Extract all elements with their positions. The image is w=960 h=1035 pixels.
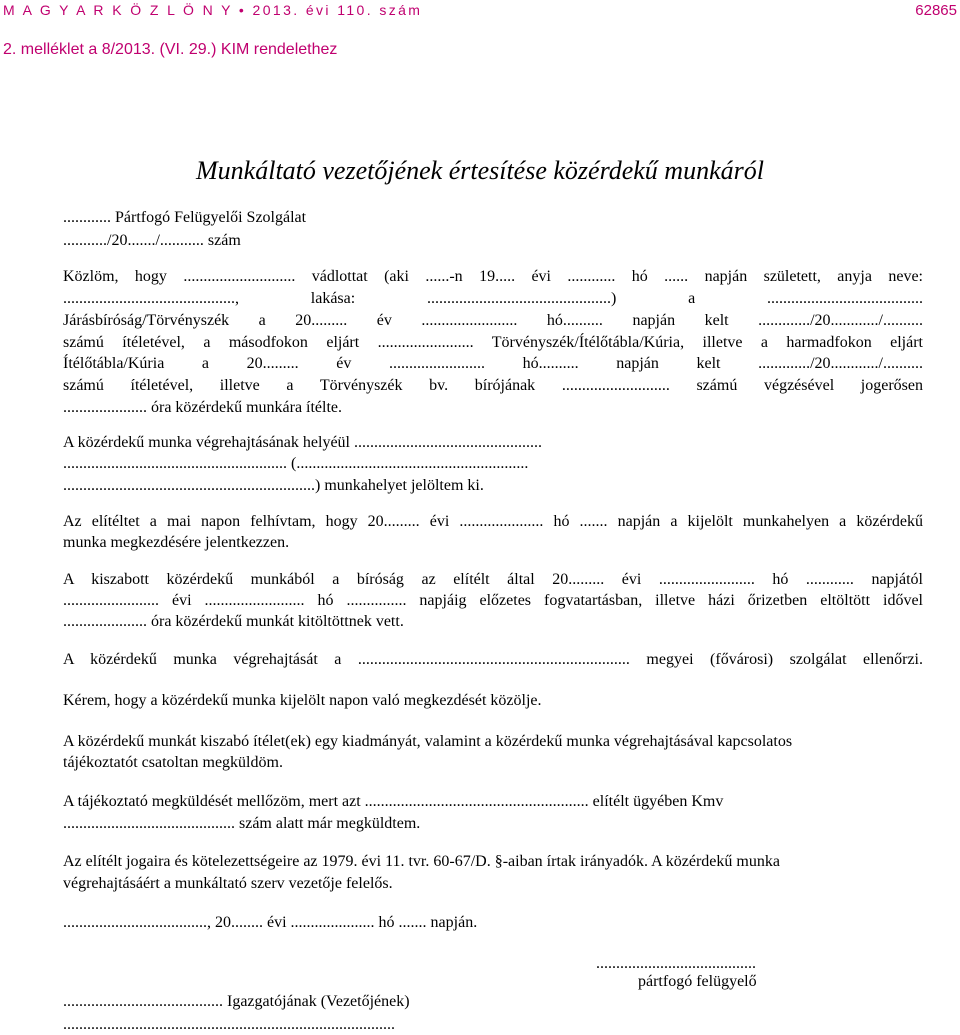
body-line: A közérdekű munka végrehajtásának helyéül ............................................... [63, 434, 542, 451]
body-line: Közlöm, hogy ............................ vádlottat (aki ......-n 19..... évi ............ hó ...... napján született, anyja neve: [63, 268, 923, 285]
body-line: A közérdekű munkát kiszabó ítélet(ek) egy kiadmányát, valamint a közérdekű munka végrehajtásával kapcsolatos [63, 733, 793, 750]
body-line: munka megkezdésére jelentkezzen. [63, 534, 290, 551]
body-line: ........................................... szám alatt már megküldtem. [63, 815, 421, 832]
body-line: Kérem, hogy a közérdekű munka kijelölt napon való megkezdését közölje. [63, 692, 542, 709]
body-line: Ítélőtábla/Kúria a 20......... év ........................ hó.......... napján kelt ............./20............/.......... [63, 355, 923, 372]
body-line: ........................ évi ......................... hó ............... napjáig előzetes fogvatartásban, illetve házi őrizetben eltöltött idővel [63, 592, 923, 609]
document-title: Munkáltató vezetőjének értesítése közérdekű munkáról [196, 156, 764, 185]
body-line: A közérdekű munka végrehajtását a .................................................................... megyei (fővárosi) szolgálat ellenőrzi. [63, 651, 923, 668]
publication-title: M A G Y A R K Ö Z L Ö N Y • 2013. évi 110. szám [3, 2, 423, 18]
body-line: számú ítéletével, a másodfokon eljárt ........................ Törvényszék/Ítélőtábla/Kúria, illetve a harmadfokon eljárt [63, 334, 923, 351]
body-line: ..........................................., lakása: ..............................................) a ....................................... [63, 290, 923, 307]
body-line: ..................... óra közérdekű munkára ítélte. [63, 399, 343, 416]
body-line: ............ Pártfogó Felügyelői Szolgálat [63, 209, 307, 226]
body-line: ........................................................ (.......................................................... [63, 455, 529, 472]
signature-role: pártfogó felügyelő [638, 973, 757, 990]
signature-dots: ........................................ [596, 955, 756, 972]
body-line: Az elítéltet a mai napon felhívtam, hogy 20......... évi ..................... hó ....... napján a kijelölt munkahelyen a közérdekű [63, 513, 923, 530]
body-line: ...............................................................) munkahelyet jelöltem ki. [63, 477, 484, 494]
page-header [3, 2, 957, 22]
body-line: A tájékoztató megküldését mellőzöm, mert azt ........................................................ elítélt ügyében Kmv [63, 793, 724, 810]
body-line: Járásbíróság/Törvényszék a 20......... év ........................ hó.......... napján kelt ............./20............/.......... [63, 312, 923, 329]
body-line: ..................... óra közérdekű munkát kitöltöttnek vett. [63, 613, 404, 630]
page-number: 62865 [915, 2, 957, 19]
body-line: végrehajtásáért a munkáltató szerv vezetője felelős. [63, 875, 393, 892]
annex-heading: 2. melléklet a 8/2013. (VI. 29.) KIM rendelethez [3, 41, 338, 58]
body-line: ...................................., 20........ évi ..................... hó ....... napján. [63, 914, 478, 931]
body-line: A kiszabott közérdekű munkából a bíróság az elítélt által 20......... évi ........................ hó ............ napjától [63, 571, 923, 588]
body-line: .........../20......./........... szám [63, 232, 241, 249]
body-line: számú ítéletével, illetve a Törvényszék bv. bírójának ........................... számú végzésével jogerősen [63, 377, 923, 394]
body-line: Az elítélt jogaira és kötelezettségeire az 1979. évi 11. tvr. 60-67/D. §-aiban írtak irányadók. A közérdekű munka [63, 853, 780, 870]
body-line: tájékoztatót csatoltan megküldöm. [63, 754, 283, 771]
body-line: ........................................ Igazgatójának (Vezetőjének) [63, 993, 410, 1010]
body-line: ................................................................................... [63, 1016, 395, 1033]
